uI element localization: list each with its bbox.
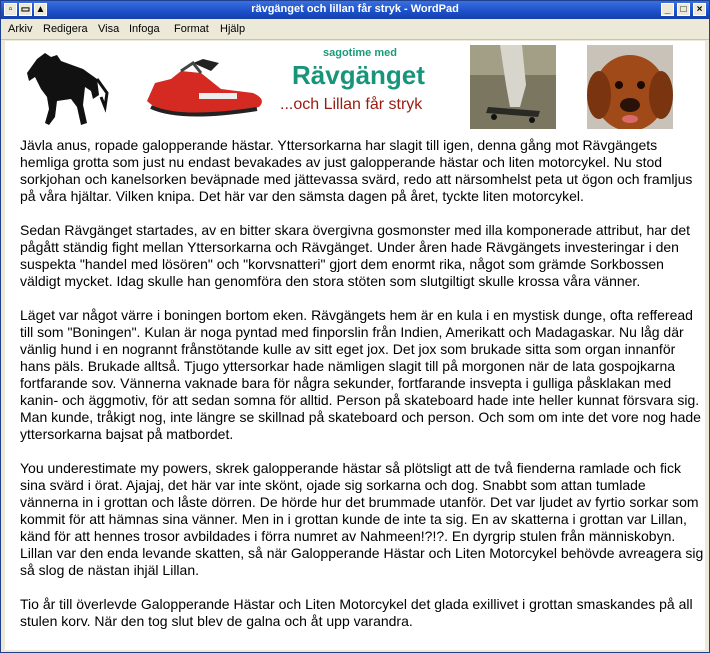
restore-icon[interactable]: ▭ (20, 4, 31, 15)
paragraph: Jävla anus, ropade galopperande hästar. Yttersorkarna har slagit till igen, denna gång mot Rävgängets hemliga grotta som just nu endast bevakades av just galopperande hästar och liten motorcykel. Nu stod sorkjohan och kanelsorken beväpnade med jättevassa svärd, redo att närsomhelst peta ut ögon och framljus på våra hjältar. Vilken knipa. Det här var den sämsta dagen på året, tyckte liten motorcykel. (20, 137, 693, 204)
window-title: rävgänget och lillan får stryk - WordPad (251, 3, 459, 15)
menu-format[interactable]: Format (174, 23, 209, 35)
menu-visa[interactable]: Visa (98, 23, 120, 35)
title-bar[interactable] (1, 1, 709, 19)
jetski-image (141, 49, 269, 125)
system-menu-icon[interactable]: ▫ (4, 3, 17, 16)
menu-bar (1, 19, 709, 40)
banner (5, 41, 705, 129)
story-text (20, 137, 704, 647)
banner-brand: Rävgänget (292, 60, 425, 90)
maximize-button[interactable]: □ (677, 3, 690, 16)
paragraph: Sedan Rävgänget startades, av en bitter skara övergivna gosmonster med illa komponerade attribut, har det pågått ständig fight mellan Yttersorkarna och Rävgänget. Under åren hade Rävgängets investeringar i den suspekta "handel med lösören" och "korvsnatteri" gjort dem enormt rika, något som grämde Sorkbossen väldigt mycket. Idag skulle han genomföra den stora stöten som slutgiltigt skulle krossa våra vänner. (20, 222, 691, 289)
paragraph: You underestimate my powers, skrek galopperande hästar så plötsligt att de två fienderna ramlade och fick sina svärd i örat. Ajajaj, det här var inte skönt, ojade sig sorkarna och dog. Snabbt som attan tumlade vännerna in i grottan och låste dörren. De hörde hur det brummade utanför. Det var ljudet av fyrtio sorkar som kommit för att hämnas sina vänner. Men in i grottan kunde de inte ta sig. En av skatterna i grottan var Lillan, känd för att hennes trosor avbildades i förra numret av Nahmeen!?!?. En dyrgrip stulen från människobyn. Lillan var den enda levande skatten, så när Galopperande Hästar och Liten Motorcykel behövde avreagera sig så slog de nästan ihjäl Lillan. (20, 460, 704, 578)
paragraph: Tio år till överlevde Galopperande Hästar och Liten Motorcykel det glada exillivet i grottan smaskandes på all stulen korv. När den tog slut blev de galna och åt upp varandra. (20, 596, 693, 629)
menu-redigera[interactable]: Redigera (43, 23, 88, 35)
banner-tagline: sagotime med (323, 47, 397, 59)
close-button[interactable]: × (693, 3, 706, 16)
up-arrow-icon[interactable]: ▲ (35, 4, 46, 15)
menu-hjalp[interactable]: Hjälp (220, 23, 246, 35)
menu-infoga[interactable]: Infoga (129, 23, 160, 35)
paragraph: Läget var något värre i boningen bortom eken. Rävgängets hem är en kula i en mystisk dunge, ofta refferead till som "Boningen". Kulan är noga pyntad med finporslin från Indien, Amerikatt och Madagaskar. Nu låg där vänlig hund i en nogrannt frånstötande kulle av sitt eget jox. Det jox som brukade sitta som organ innanför hans päls. Brukade alltså. Tjugo yttersorkar hade nämligen slagit till på morgonen när de lata gospojkarna fortfarande sov. Vännerna vaknade bara för några sekunder, fortfarande insvepta i gulliga påsklakan med kanin- och äggmotiv, för att sedan somna för alltid. Person på skateboard hade inte heller kunnat försvara sig. Man kunde, tråkigt nog, inte längre se skillnad på skateboard och person. Och som om inte det vore nog hade yttersorkarna bajsat på matbordet. (20, 307, 701, 442)
horse-image (23, 47, 109, 129)
document-area[interactable] (5, 41, 705, 650)
menu-arkiv[interactable]: Arkiv (8, 23, 33, 35)
skateboard-photo (470, 45, 556, 129)
minimize-button[interactable]: _ (661, 3, 674, 16)
banner-subtitle: ...och Lillan får stryk (280, 96, 423, 113)
dog-photo (587, 45, 673, 129)
